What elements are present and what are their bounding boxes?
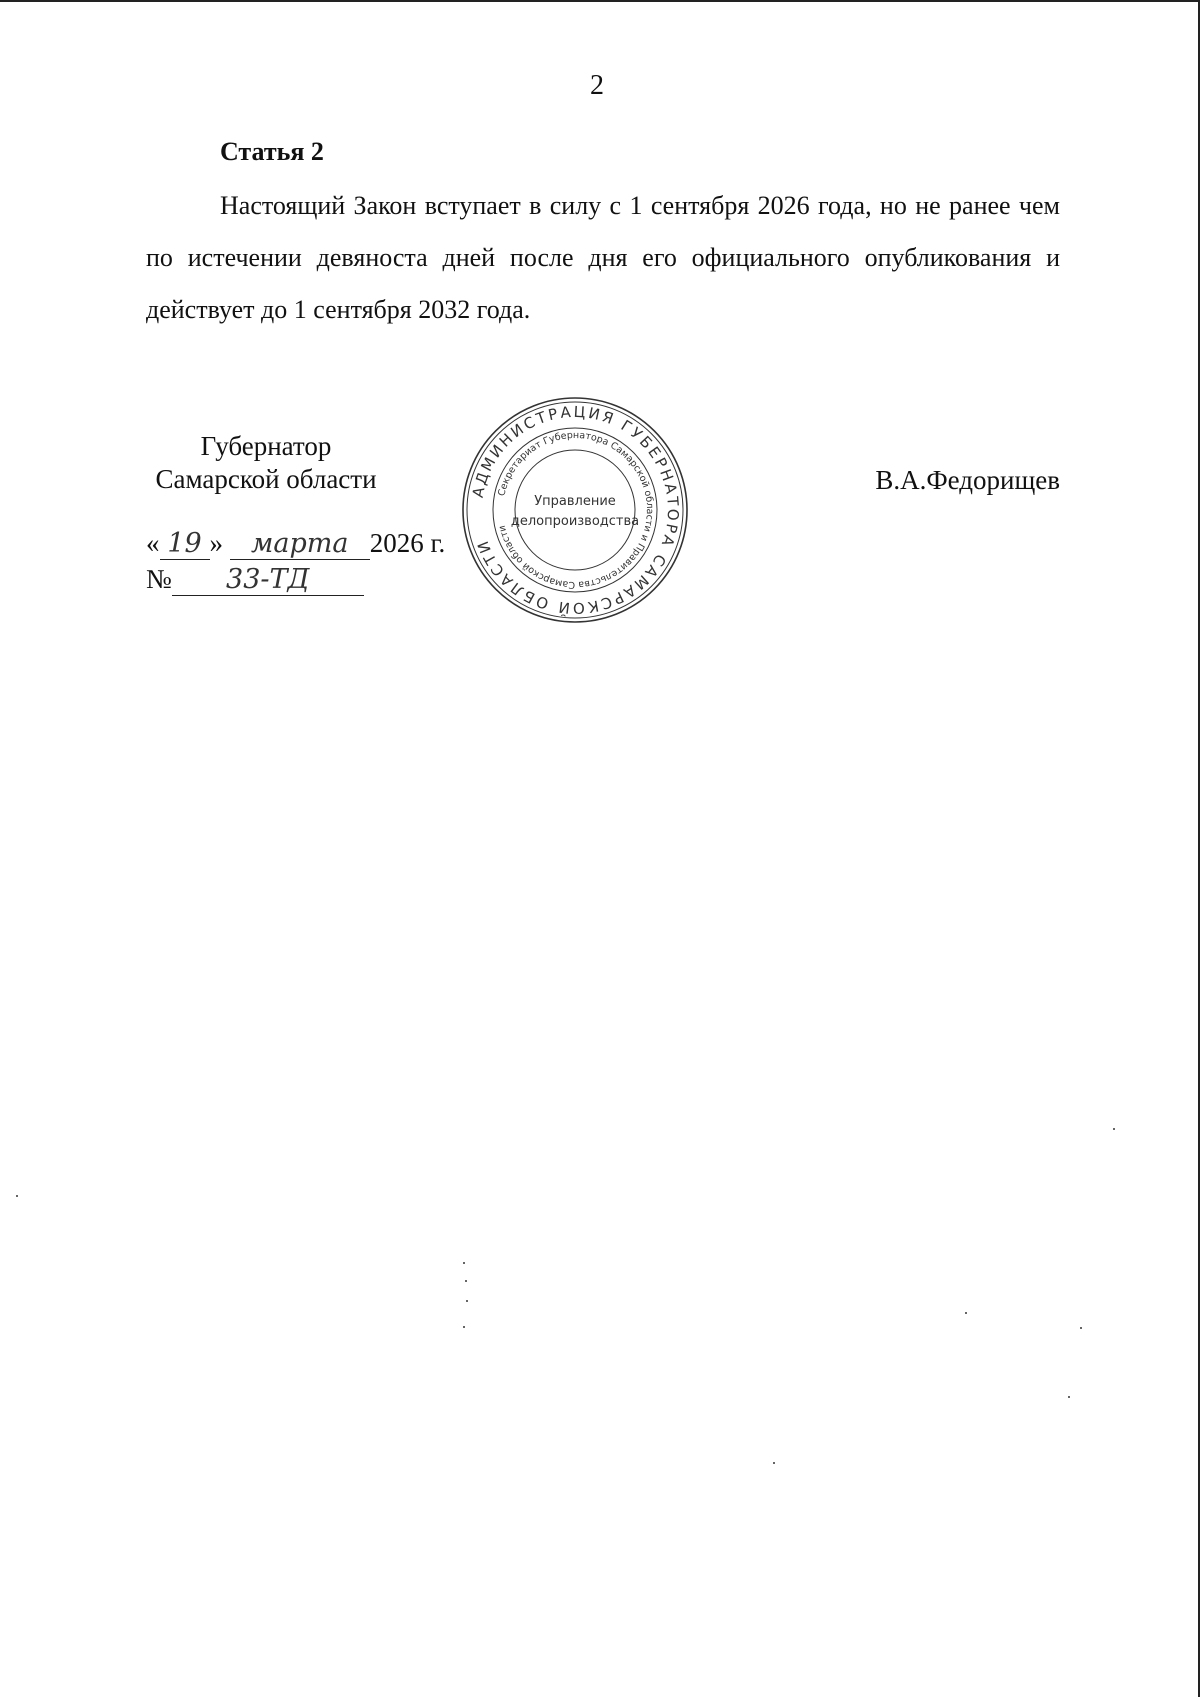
scan-speck — [463, 1262, 465, 1264]
article-body-text: Настоящий Закон вступает в силу с 1 сентября 2026 года, но не ранее чем по истечении девяноста дней после дня его официального опубликования и действует до 1 сентября 2032 года. — [146, 191, 1060, 324]
scan-speck — [1113, 1128, 1115, 1130]
date-close-quote: » — [209, 528, 223, 558]
scan-speck — [1068, 1396, 1070, 1398]
scan-speck — [16, 1195, 18, 1197]
seal-graphic — [460, 395, 690, 625]
signing-date — [146, 528, 445, 560]
signer-title — [146, 430, 386, 496]
official-seal-stamp — [460, 395, 690, 625]
scan-speck — [1080, 1327, 1082, 1329]
article-heading: Статья 2 — [220, 137, 324, 166]
page-number: 2 — [590, 70, 604, 101]
seal-center-line1: Управление — [534, 494, 616, 509]
scan-speck — [465, 1280, 467, 1282]
date-open-quote: « — [146, 528, 160, 558]
number-label: № — [146, 564, 172, 594]
number-handwritten: 33-ТД — [172, 564, 364, 596]
registration-number — [146, 564, 364, 596]
seal-inner-ring-text: Секретариат Губернатора Самарской области и Правительства Самарской области — [496, 429, 656, 591]
scan-speck — [773, 1462, 775, 1464]
signer-name: В.А.Федорищев — [875, 465, 1060, 495]
scan-speck — [463, 1326, 465, 1328]
scan-speck — [466, 1300, 468, 1302]
scan-speck — [965, 1312, 967, 1314]
seal-outer-text: АДМИНИСТРАЦИЯ ГУБЕРНАТОРА САМАРСКОЙ ОБЛАСТИ — [468, 402, 683, 618]
signer-title-line2: Самарской области — [155, 464, 377, 494]
seal-center-line2: делопроизводства — [510, 514, 640, 529]
signer-title-line1: Губернатор — [200, 431, 332, 461]
date-day-handwritten: 19 — [160, 528, 210, 560]
date-month-handwritten: марта — [230, 528, 370, 560]
date-year: 2026 г. — [369, 528, 446, 558]
